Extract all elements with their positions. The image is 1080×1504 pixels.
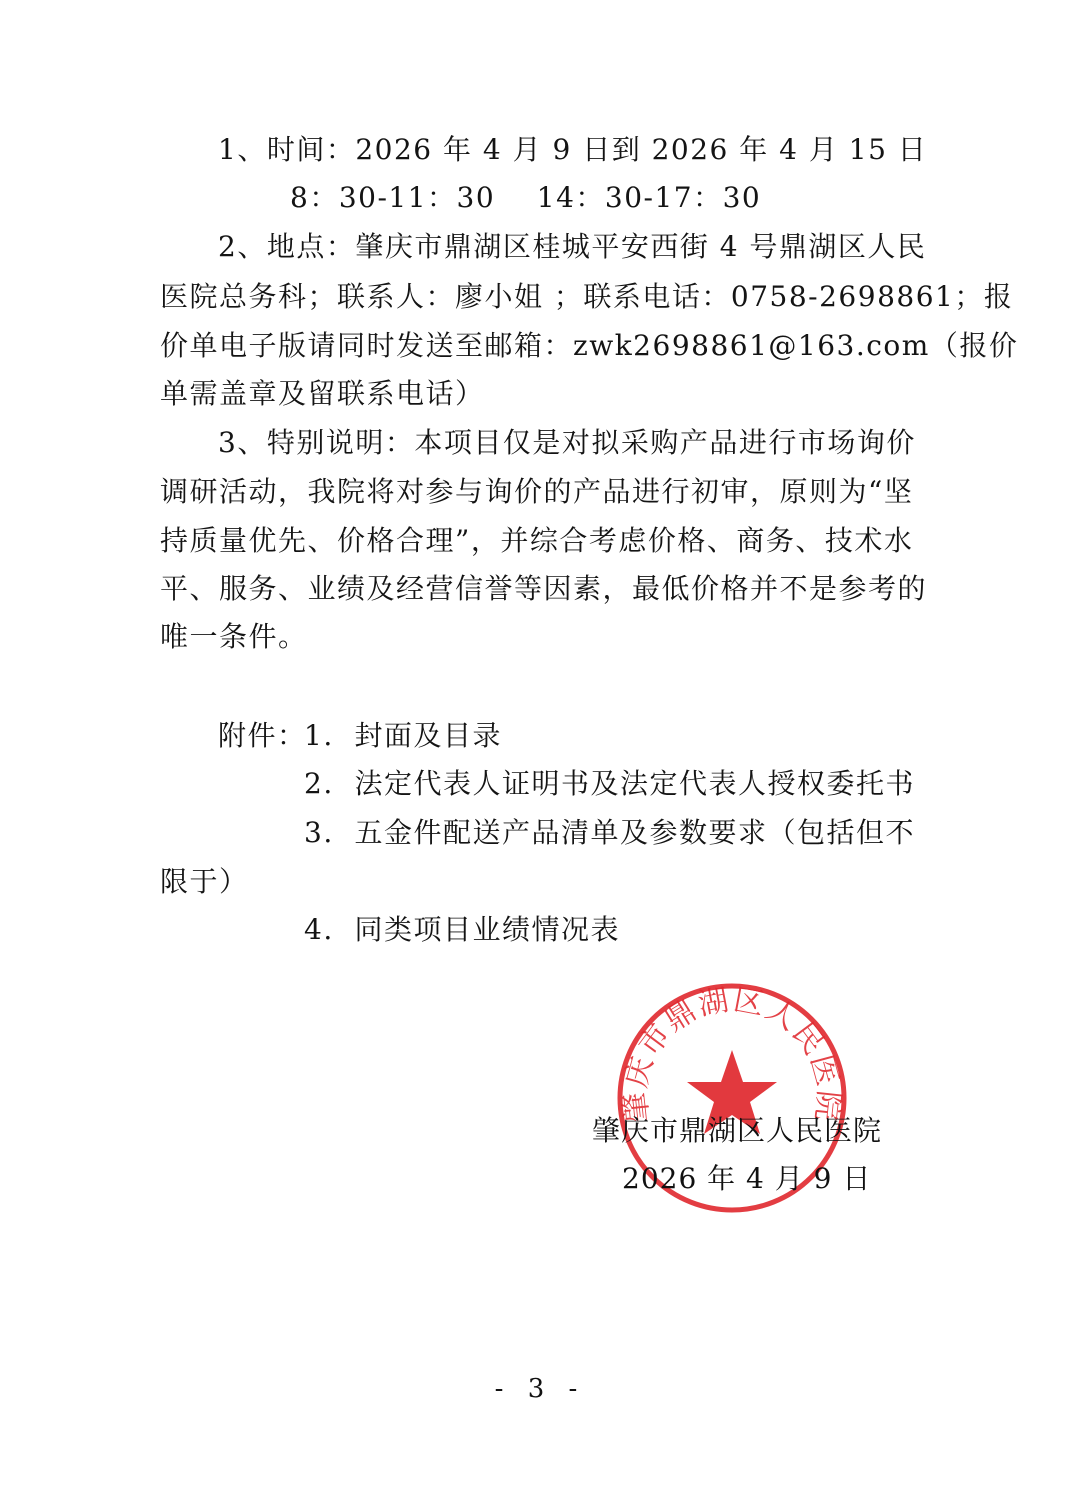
time-hours: 8：30-11：30 14：30-17：30: [290, 181, 762, 214]
page-number: - 3 -: [494, 1374, 586, 1404]
note-line-2: 调研活动，我院将对参与询价的产品进行初审，原则为“坚: [160, 475, 914, 508]
location-line-4: 单需盖章及留联系电话）: [160, 377, 485, 410]
issuer-name: 肇庆市鼎湖区人民医院: [592, 1114, 883, 1147]
issue-date: 2026 年 4 月 9 日: [622, 1162, 872, 1195]
note-line-3: 持质量优先、价格合理”，并综合考虑价格、商务、技术水: [160, 524, 914, 557]
seal-lettering: 肇庆市鼎湖区人民医院: [617, 982, 847, 1125]
attachment-1: 1. 封面及目录: [304, 719, 503, 752]
attachment-3-continued: 限于）: [160, 865, 249, 898]
attachment-2: 2. 法定代表人证明书及法定代表人授权委托书: [304, 767, 916, 800]
attachments-label: 附件：: [218, 719, 307, 752]
note-line-4: 平、服务、业绩及经营信誉等因素，最低价格并不是参考的: [160, 572, 928, 605]
location-line-1: 2、地点：肇庆市鼎湖区桂城平安西街 4 号鼎湖区人民: [218, 230, 927, 263]
location-line-2: 医院总务科；联系人：廖小姐 ；联系电话：0758-2698861；报: [160, 280, 1014, 313]
note-line-1: 3、特别说明：本项目仅是对拟采购产品进行市场询价: [218, 426, 916, 459]
attachment-4: 4. 同类项目业绩情况表: [304, 913, 621, 946]
location-line-3: 价单电子版请同时发送至邮箱：zwk2698861@163.com（报价: [160, 329, 1019, 362]
note-line-5: 唯一条件。: [160, 620, 308, 653]
attachment-3: 3. 五金件配送产品清单及参数要求（包括但不: [304, 816, 916, 849]
time-line: 1、时间：2026 年 4 月 9 日到 2026 年 4 月 15 日: [218, 133, 928, 166]
